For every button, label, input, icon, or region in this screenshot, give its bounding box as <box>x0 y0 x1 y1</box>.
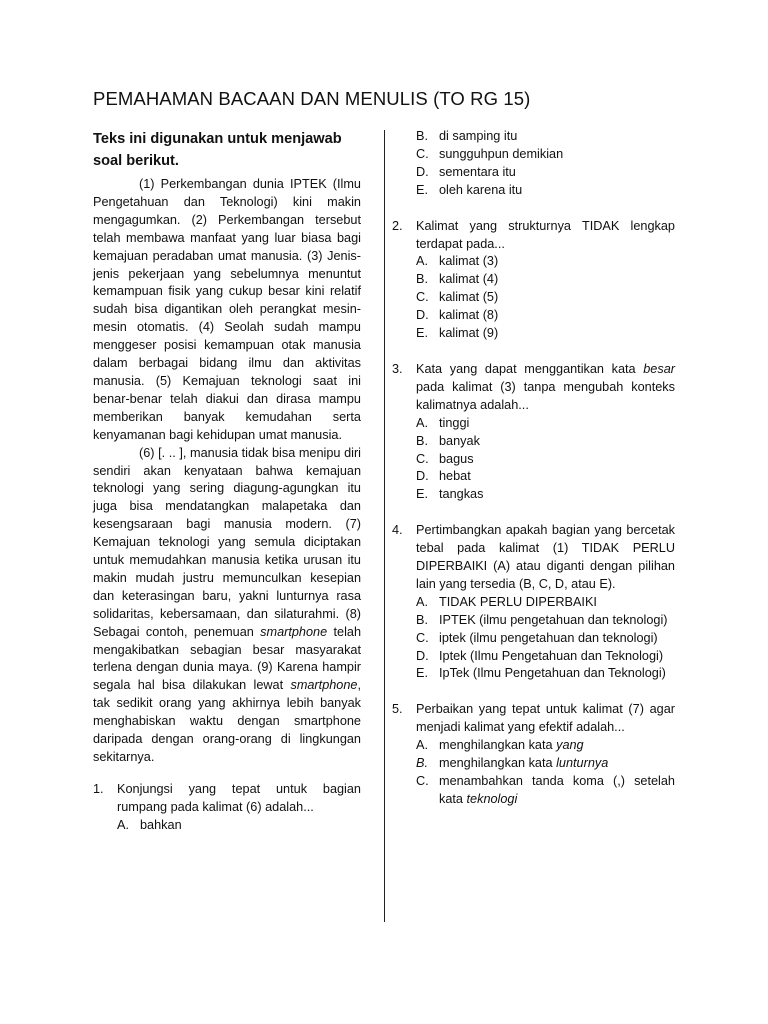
question-1 <box>93 781 361 835</box>
option-item[interactable]: E. kalimat (9) <box>416 326 499 341</box>
option-item[interactable]: A. menghilangkan kata yang <box>416 738 584 753</box>
question-2 <box>392 218 675 343</box>
question-number: 2. <box>392 218 403 233</box>
option-item[interactable]: B. IPTEK (ilmu pengetahuan dan teknologi) <box>416 612 668 627</box>
column-divider <box>384 130 385 922</box>
option-item[interactable]: A. tinggi <box>416 415 470 430</box>
question-4 <box>392 522 675 683</box>
question-text: Konjungsi yang tepat untuk bagian rumpang pada kalimat (6) adalah... <box>117 781 361 814</box>
option-item[interactable]: B. kalimat (4) <box>416 272 499 287</box>
question-text: Kalimat yang strukturnya TIDAK lengkap terdapat pada... <box>416 218 675 251</box>
question-text: Pertimbangkan apakah bagian yang bercetak tebal pada kalimat (1) TIDAK PERLU DIPERBAIKI (A) atau diganti dengan pilihan lain yang tersedia (B, C, D, atau E). <box>416 523 675 591</box>
option-item[interactable]: C. kalimat (5) <box>416 290 499 305</box>
option-item[interactable]: B. di samping itu <box>416 129 518 143</box>
question-number: 5. <box>392 702 403 717</box>
question-text: Perbaikan yang tepat untuk kalimat (7) agar menjadi kalimat yang efektif adalah... <box>416 702 675 735</box>
question-3 <box>392 361 675 504</box>
option-item[interactable]: B. banyak <box>416 433 480 448</box>
question-5 <box>392 701 675 808</box>
option-item[interactable]: C. menambahkan tanda koma (,) setelah kata teknologi <box>416 774 675 806</box>
option-item[interactable]: D. hebat <box>416 469 471 484</box>
passage-paragraph-2: (6) [. .. ], manusia tidak bisa menipu diri sendiri akan kenyataan bahwa kemajuan teknologi yang sering diagung-agungkan itu juga bisa mendatangkan malapetaka dan kesengsaraan bagi manusia modern. (7) Kemajuan teknologi yang semula diciptakan untuk memudahkan manusia ketika urusan itu makin mudah justru memunculkan kesepian dan keterasingan baru, yakni lunturnya rasa solidaritas, kebersamaan, dan silaturahmi. (8) Sebagai contoh, penemuan smartphone telah mengakibatkan sebagian besar masyarakat terlena dengan dunia maya. (9) Karena hampir segala hal bisa dilakukan lewat smartphone, tak sedikit orang yang akhirnya lebih banyak menghabiskan waktu dengan smartphone daripada dengan orang-orang di lingkungan sekitarnya. <box>93 445 362 764</box>
option-item[interactable]: E. oleh karena itu <box>416 182 523 197</box>
passage-paragraph-1: (1) Perkembangan dunia IPTEK (Ilmu Pengetahuan dan Teknologi) kini makin mengagumkan. (2) Perkembangan tersebut telah membawa manfaat yang luar biasa bagi kemajuan peradaban umat manusia. (3) Jenis-jenis pekerjaan yang sebelumnya menuntut kemampuan fisik yang cukup besar kini relatif sudah bisa digantikan oleh perangkat mesin-mesin otomatis. (4) Seolah sudah mampu menggeser posisi kemampuan otak manusia dalam berbagai bidang ilmu dan aktivitas manusia. (5) Kemajuan teknologi saat ini benar-benar telah diakui dan dirasa mampu memberikan banyak kemudahan serta kenyamanan bagi kehidupan umat manusia. <box>93 177 361 442</box>
option-item[interactable]: C. bagus <box>416 451 474 466</box>
option-item[interactable]: D. Iptek (Ilmu Pengetahuan dan Teknologi) <box>416 648 664 663</box>
question-number: 4. <box>392 523 403 538</box>
option-item[interactable]: A. bahkan <box>117 817 182 832</box>
question-number: 1. <box>93 781 104 796</box>
option-item[interactable]: E. tangkas <box>416 487 484 502</box>
option-item[interactable]: B. menghilangkan kata lunturnya <box>416 756 609 771</box>
left-column <box>93 128 361 835</box>
option-item[interactable]: A. TIDAK PERLU DIPERBAIKI <box>416 594 597 609</box>
option-item[interactable]: E. IpTek (Ilmu Pengetahuan dan Teknologi) <box>416 666 666 681</box>
passage-heading: Teks ini digunakan untuk menjawab soal berikut. <box>93 131 342 169</box>
question-number: 3. <box>392 361 403 376</box>
option-item[interactable]: A. kalimat (3) <box>416 254 499 269</box>
option-item[interactable]: D. sementara itu <box>416 164 516 179</box>
option-item[interactable]: C. iptek (ilmu pengetahuan dan teknologi) <box>416 630 658 645</box>
question-text: Kata yang dapat menggantikan kata besar pada kalimat (3) tanpa mengubah konteks kalimatnya adalah... <box>416 361 675 412</box>
option-item[interactable]: D. kalimat (8) <box>416 308 499 323</box>
question-1-continued <box>416 128 675 200</box>
page-title: PEMAHAMAN BACAAN DAN MENULIS (TO RG 15) <box>93 88 531 109</box>
option-item[interactable]: C. sungguhpun demikian <box>416 146 564 161</box>
right-column <box>392 128 675 809</box>
